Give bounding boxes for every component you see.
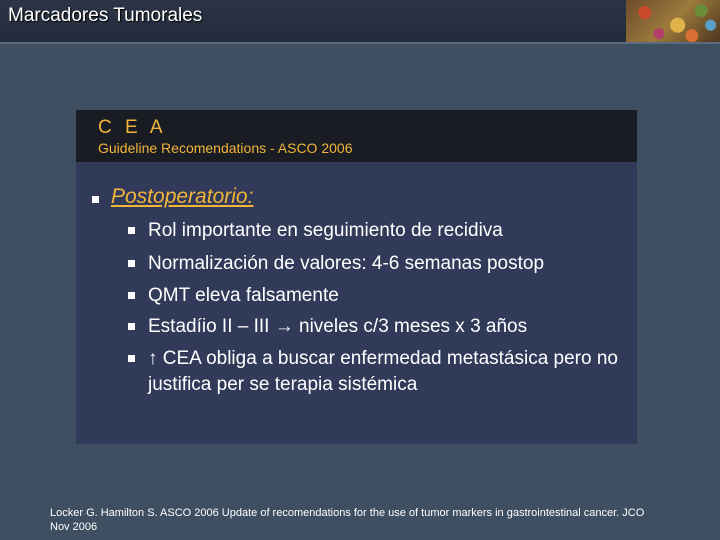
bullet-square-icon [128,355,135,362]
sub-bullet-3: QMT eleva falsamente [148,285,339,306]
panel-heading: C E A [98,117,167,138]
sub-bullet-5: ↑ CEA obliga a buscar enfermedad metastásica pero no justifica per se terapia sistémica [148,348,618,395]
bullet-square-icon [128,323,135,330]
bullet-square-icon [92,196,99,203]
panel-header [76,110,637,162]
sub-bullet-1: Rol importante en seguimiento de recidiva [148,220,503,241]
sub-bullet-2: Normalización de valores: 4-6 semanas postop [148,253,545,274]
bullet-square-icon [128,227,135,234]
title-bar [0,0,720,44]
footer-reference: Locker G. Hamilton S. ASCO 2006 Update of recomendations for the use of tumor markers in gastrointestinal cancer. JCO Nov 2006 [50,507,645,533]
content-panel [76,110,637,444]
panel-subheading: Guideline Recomendations - ASCO 2006 [98,140,353,156]
slide-title: Marcadores Tumorales [8,5,203,26]
sub-bullet-4: Estadíio II – III → niveles c/3 meses x 3 años [148,316,528,337]
corner-decorative-image [626,0,720,42]
bullet-square-icon [128,292,135,299]
main-bullet-text: Postoperatorio: [111,185,254,208]
bullet-square-icon [128,260,135,267]
